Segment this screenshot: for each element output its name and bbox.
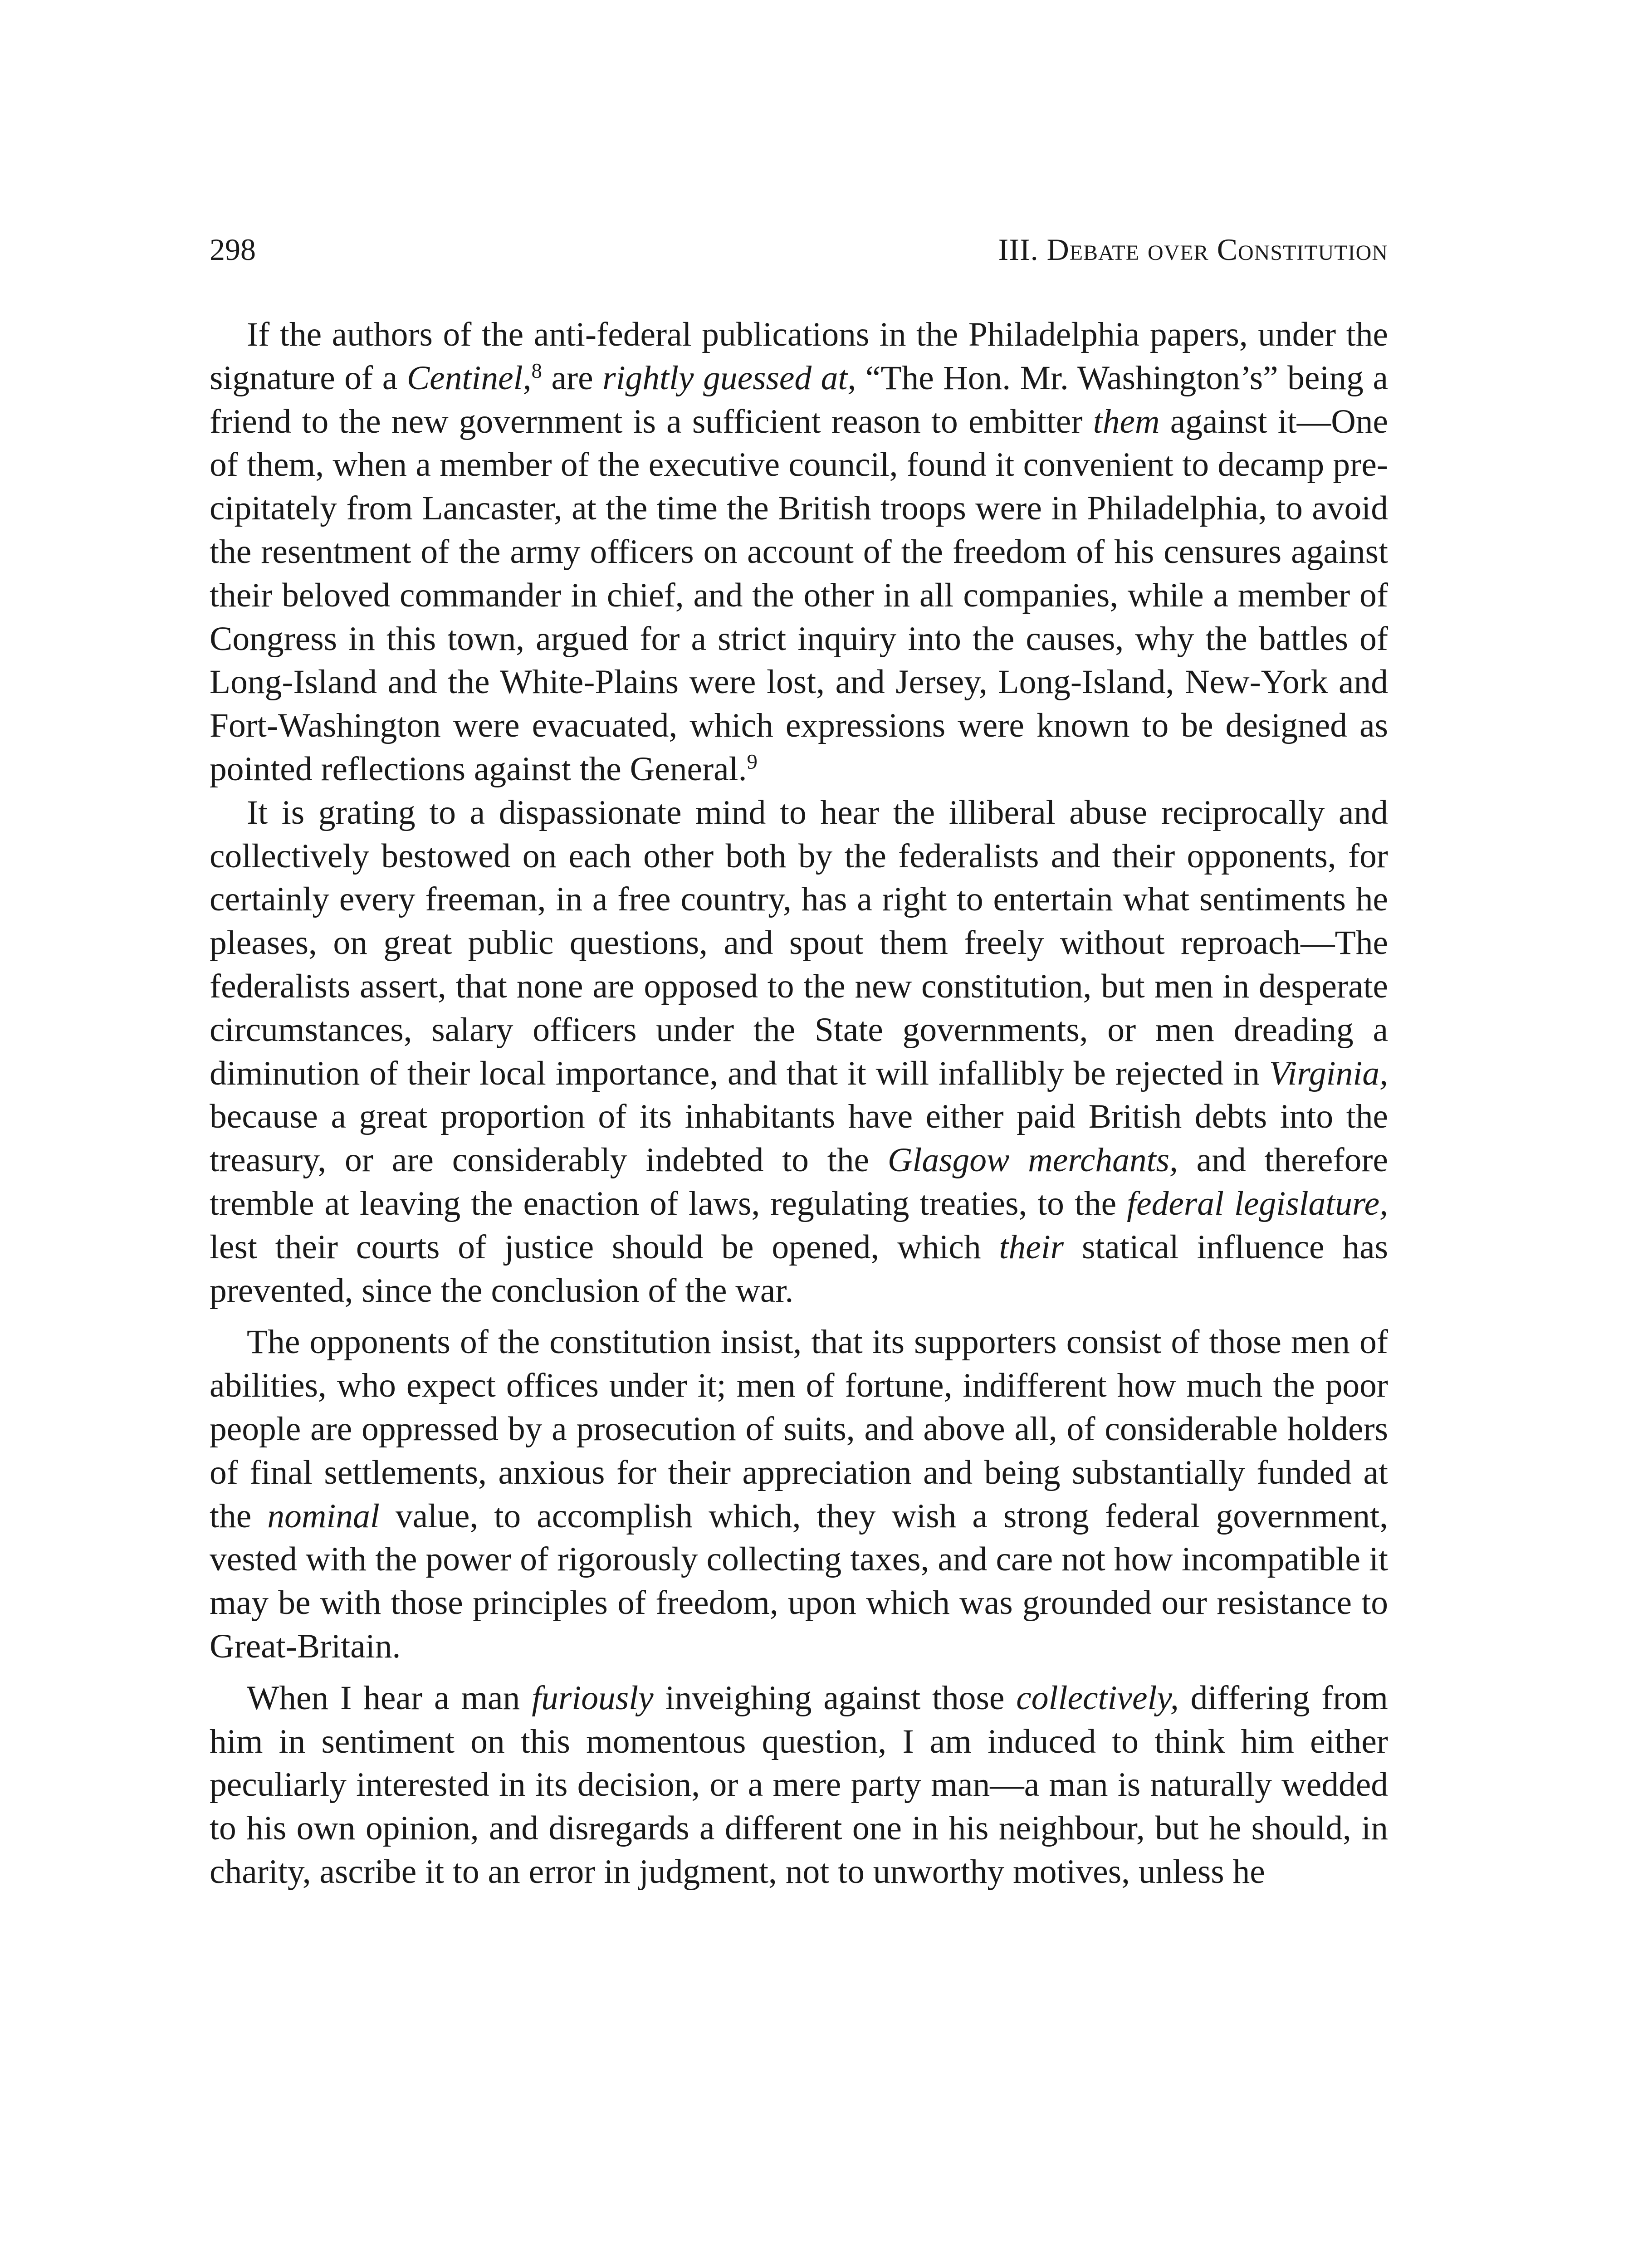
text-run: and therefore tremble at leaving the enaction of laws, regulating treaties, to the	[210, 1141, 1388, 1222]
text-run: lest their courts of justice should be opened, which	[210, 1228, 999, 1266]
running-head-title: III. Debate over Constitution	[998, 232, 1388, 267]
italic-text: federal legislature,	[1127, 1184, 1388, 1222]
text-run: The opponents of the constitution insist, that its supporters consist of those men of abilities, who expect offices under it; men of fortune, indifferent how much the poor people are oppressed by a prosecution of suits, and above all, of considerable holders of final settlements, anxious for their appreciation and being substantially funded at the	[210, 1323, 1388, 1535]
page-number: 298	[210, 232, 256, 267]
body-text	[210, 313, 1388, 1894]
text-run: differing from him in sentiment on this momentous question, I am induced to think him either peculiarly interested in its decision, or a mere party man—a man is naturally wedded to his own opinion, and disregards a different one in his neighbour, but he should, in charity, ascribe it to an error in judgment, not to unworthy motives, unless he	[210, 1679, 1388, 1891]
paragraph	[210, 791, 1388, 1313]
running-head	[210, 229, 1388, 270]
footnote-reference: 9	[747, 750, 758, 774]
text-run: against it—One of them, when a member of the executive council, found it convenient to decamp precipitately from Lancaster, at the time the British troops were in Philadelphia, to avoid the resentment of the army officers on account of the freedom of his censures against their beloved commander in chief, and the other in all companies, while a member of Congress in this town, argued for a strict inquiry into the causes, why the battles of Long-Island and the White-Plains were lost, and Jersey, Long-Island, New-York and Fort-Washington were evacuated, which expressions were known to be designed as pointed reflections against the General.	[210, 402, 1388, 788]
text-run: When I hear a man	[247, 1679, 532, 1717]
italic-text: them	[1093, 402, 1160, 440]
text-run: inveighing against those	[653, 1679, 1017, 1717]
italic-text: their	[999, 1228, 1064, 1266]
paragraph	[210, 1320, 1388, 1668]
italic-text: furiously	[532, 1679, 654, 1717]
text-run: It is grating to a dispassionate mind to hear the illiberal abuse reciprocally and collectively bestowed on each other both by the federalists and their opponents, for certainly every freeman, in a free country, has a right to entertain what sentiments he pleases, on great public questions, and spout them freely without reproach—The federalists assert, that none are opposed to the new constitution, but men in desperate circumstances, salary officers under the State governments, or men dreading a diminution of their local importance, and that it will infallibly be rejected in	[210, 793, 1388, 1092]
text-run: because a great proportion of its inhabitants have either paid British debts into the treasury, or are considerably indebted to the	[210, 1098, 1388, 1179]
italic-text: Virginia,	[1269, 1054, 1388, 1092]
footnote-reference: 8	[531, 359, 542, 383]
text-run: value, to accomplish which, they wish a strong federal government, vested with the power of rigorously collecting taxes, and care not how incompatible it may be with those principles of freedom, upon which was grounded our resistance to Great-Britain.	[210, 1497, 1388, 1665]
text-run: are	[542, 359, 603, 397]
italic-text: collectively,	[1016, 1679, 1179, 1717]
text-run: statical influence has prevented, since the conclusion of the war.	[210, 1228, 1388, 1310]
paragraph	[210, 313, 1388, 791]
text-run: If the authors of the anti-federal publications in the Philadelphia papers, under the signature of a	[210, 316, 1388, 397]
italic-text: Centinel,	[406, 359, 532, 397]
italic-text: Glasgow merchants,	[887, 1141, 1178, 1179]
italic-text: nominal	[267, 1497, 380, 1535]
italic-text: rightly guessed at,	[602, 359, 856, 397]
text-run: “The Hon. Mr. Washington’s” being a friend to the new government is a sufficient reason to embitter	[210, 359, 1388, 440]
paragraph	[210, 1677, 1388, 1894]
